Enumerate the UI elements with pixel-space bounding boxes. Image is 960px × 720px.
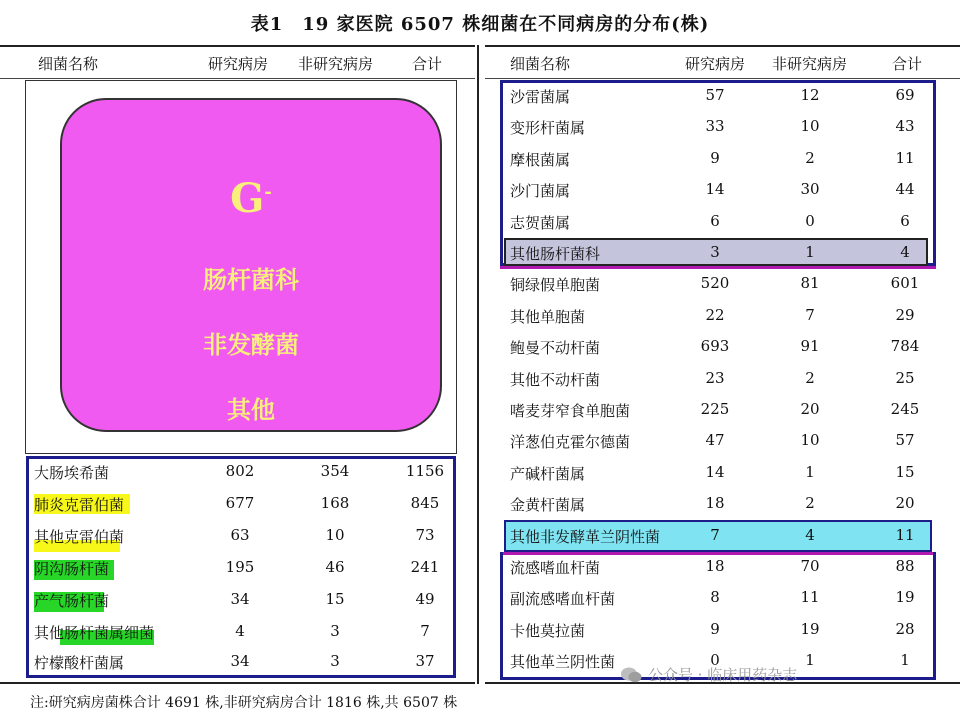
left-header-total: 合计: [412, 55, 443, 73]
right-row-value: 245: [890, 400, 920, 418]
right-header-research: 研究病房: [685, 55, 746, 73]
right-row-value: 81: [800, 274, 820, 292]
right-row-value: 91: [800, 337, 820, 355]
top-rule-left: [0, 45, 475, 47]
right-row-value: 4: [900, 243, 910, 261]
right-row-value: 69: [895, 86, 915, 104]
right-header-total: 合计: [892, 55, 923, 73]
right-row-value: 2: [805, 494, 815, 512]
right-row-value: 2: [805, 149, 815, 167]
right-row-value: 0: [805, 212, 815, 230]
bottom-rule-left: [0, 682, 475, 684]
table-title: 表1 19 家医院 6507 株细菌在不同病房的分布(株): [250, 14, 710, 35]
left-row-value: 802: [225, 462, 255, 480]
right-row-value: 14: [705, 463, 725, 481]
wechat-icon: [620, 666, 642, 684]
left-header-research: 研究病房: [208, 55, 269, 73]
left-row-value: 34: [230, 590, 250, 608]
right-row-name: 副流感嗜血杆菌: [510, 590, 616, 608]
watermark: [620, 664, 797, 685]
left-row-value: 10: [325, 526, 345, 544]
left-row-value: 4: [235, 622, 245, 640]
header-rule-right: [485, 78, 960, 79]
left-row-value: 15: [325, 590, 345, 608]
right-row-value: 25: [895, 369, 915, 387]
right-row-value: 10: [800, 117, 820, 135]
category-enterobacteriaceae: 肠杆菌科: [203, 265, 299, 294]
right-row-value: 11: [895, 526, 915, 544]
right-row-name: 流感嗜血杆菌: [510, 559, 601, 577]
category-other: 其他: [227, 395, 275, 424]
right-row-value: 18: [705, 557, 725, 575]
left-row-value: 46: [325, 558, 345, 576]
right-row-value: 520: [700, 274, 730, 292]
gram-negative-label: G-: [230, 175, 272, 222]
left-row-value: 3: [330, 622, 340, 640]
right-row-value: 1: [805, 463, 815, 481]
right-row-value: 14: [705, 180, 725, 198]
right-row-value: 70: [800, 557, 820, 575]
right-row-value: 19: [800, 620, 820, 638]
left-header-nonresearch: 非研究病房: [298, 55, 374, 73]
right-row-value: 1: [900, 651, 910, 669]
left-row-value: 354: [320, 462, 350, 480]
right-row-value: 20: [800, 400, 820, 418]
left-row-name: 产气肠杆菌: [34, 592, 110, 610]
left-row-value: 63: [230, 526, 250, 544]
header-rule-left: [0, 78, 475, 79]
left-row-value: 73: [415, 526, 435, 544]
right-row-value: 33: [705, 117, 725, 135]
right-row-name: 沙雷菌属: [510, 88, 571, 106]
right-row-value: 9: [710, 620, 720, 638]
right-row-name: 金黄杆菌属: [510, 496, 586, 514]
right-row-value: 11: [895, 149, 915, 167]
right-row-value: 784: [890, 337, 920, 355]
right-row-value: 57: [895, 431, 915, 449]
right-row-name: 其他非发酵革兰阴性菌: [510, 528, 661, 546]
right-row-value: 22: [705, 306, 725, 324]
category-non-fermenters: 非发酵菌: [203, 330, 299, 359]
right-row-name: 铜绿假单胞菌: [510, 276, 601, 294]
left-row-value: 241: [410, 558, 440, 576]
right-row-name: 志贺菌属: [510, 214, 571, 232]
right-row-value: 18: [705, 494, 725, 512]
left-row-value: 7: [420, 622, 430, 640]
left-header-name: 细菌名称: [38, 55, 99, 73]
divider-magenta-1: [500, 266, 936, 269]
right-row-value: 10: [800, 431, 820, 449]
right-row-name: 沙门菌属: [510, 182, 571, 200]
right-row-value: 12: [800, 86, 820, 104]
right-row-value: 6: [900, 212, 910, 230]
right-row-name: 鲍曼不动杆菌: [510, 339, 601, 357]
right-row-value: 693: [700, 337, 730, 355]
right-row-value: 43: [895, 117, 915, 135]
right-row-value: 6: [710, 212, 720, 230]
right-row-value: 9: [710, 149, 720, 167]
right-row-value: 2: [805, 369, 815, 387]
right-row-name: 其他不动杆菌: [510, 371, 601, 389]
left-row-name: 其他肠杆菌属细菌: [34, 624, 155, 642]
right-row-value: 23: [705, 369, 725, 387]
right-row-value: 44: [895, 180, 915, 198]
right-row-name: 摩根菌属: [510, 151, 571, 169]
right-row-value: 1: [805, 243, 815, 261]
right-row-value: 8: [710, 588, 720, 606]
right-row-value: 601: [890, 274, 920, 292]
right-header-nonresearch: 非研究病房: [772, 55, 848, 73]
right-row-name: 产碱杆菌属: [510, 465, 586, 483]
right-row-name: 其他肠杆菌科: [510, 245, 601, 263]
left-row-name: 阴沟肠杆菌: [34, 560, 110, 578]
right-row-value: 29: [895, 306, 915, 324]
left-row-name: 大肠埃希菌: [34, 464, 110, 482]
watermark-text: 公众号 · 临床用药杂志: [648, 666, 798, 684]
right-row-name: 其他革兰阴性菌: [510, 653, 616, 671]
right-row-value: 0: [710, 651, 720, 669]
right-row-value: 7: [805, 306, 815, 324]
right-row-value: 225: [700, 400, 730, 418]
left-row-value: 37: [415, 652, 435, 670]
right-row-value: 3: [710, 243, 720, 261]
table-footnote: 注:研究病房菌株合计 4691 株,非研究病房合计 1816 株,共 6507 株: [30, 695, 458, 711]
left-row-value: 845: [410, 494, 440, 512]
left-row-value: 49: [415, 590, 435, 608]
right-row-value: 30: [800, 180, 820, 198]
right-header-name: 细菌名称: [510, 55, 571, 73]
left-row-value: 195: [225, 558, 255, 576]
right-row-value: 88: [895, 557, 915, 575]
left-row-name: 肺炎克雷伯菌: [34, 496, 125, 514]
column-separator: [477, 45, 479, 684]
right-row-name: 嗜麦芽窄食单胞菌: [510, 402, 631, 420]
top-rule-right: [485, 45, 960, 47]
right-row-name: 变形杆菌属: [510, 119, 586, 137]
right-row-value: 57: [705, 86, 725, 104]
right-row-value: 47: [705, 431, 725, 449]
right-row-name: 洋葱伯克霍尔德菌: [510, 433, 631, 451]
right-row-value: 7: [710, 526, 720, 544]
left-row-name: 柠檬酸杆菌属: [34, 654, 125, 672]
right-row-value: 19: [895, 588, 915, 606]
right-row-value: 1: [805, 651, 815, 669]
left-row-value: 677: [225, 494, 255, 512]
left-row-value: 1156: [405, 462, 445, 480]
left-row-name: 其他克雷伯菌: [34, 528, 125, 546]
right-row-name: 其他单胞菌: [510, 308, 586, 326]
right-row-value: 20: [895, 494, 915, 512]
right-row-name: 卡他莫拉菌: [510, 622, 586, 640]
right-row-value: 11: [800, 588, 820, 606]
left-row-value: 34: [230, 652, 250, 670]
right-row-value: 28: [895, 620, 915, 638]
left-row-value: 3: [330, 652, 340, 670]
right-row-value: 4: [805, 526, 815, 544]
right-row-value: 15: [895, 463, 915, 481]
left-row-value: 168: [320, 494, 350, 512]
